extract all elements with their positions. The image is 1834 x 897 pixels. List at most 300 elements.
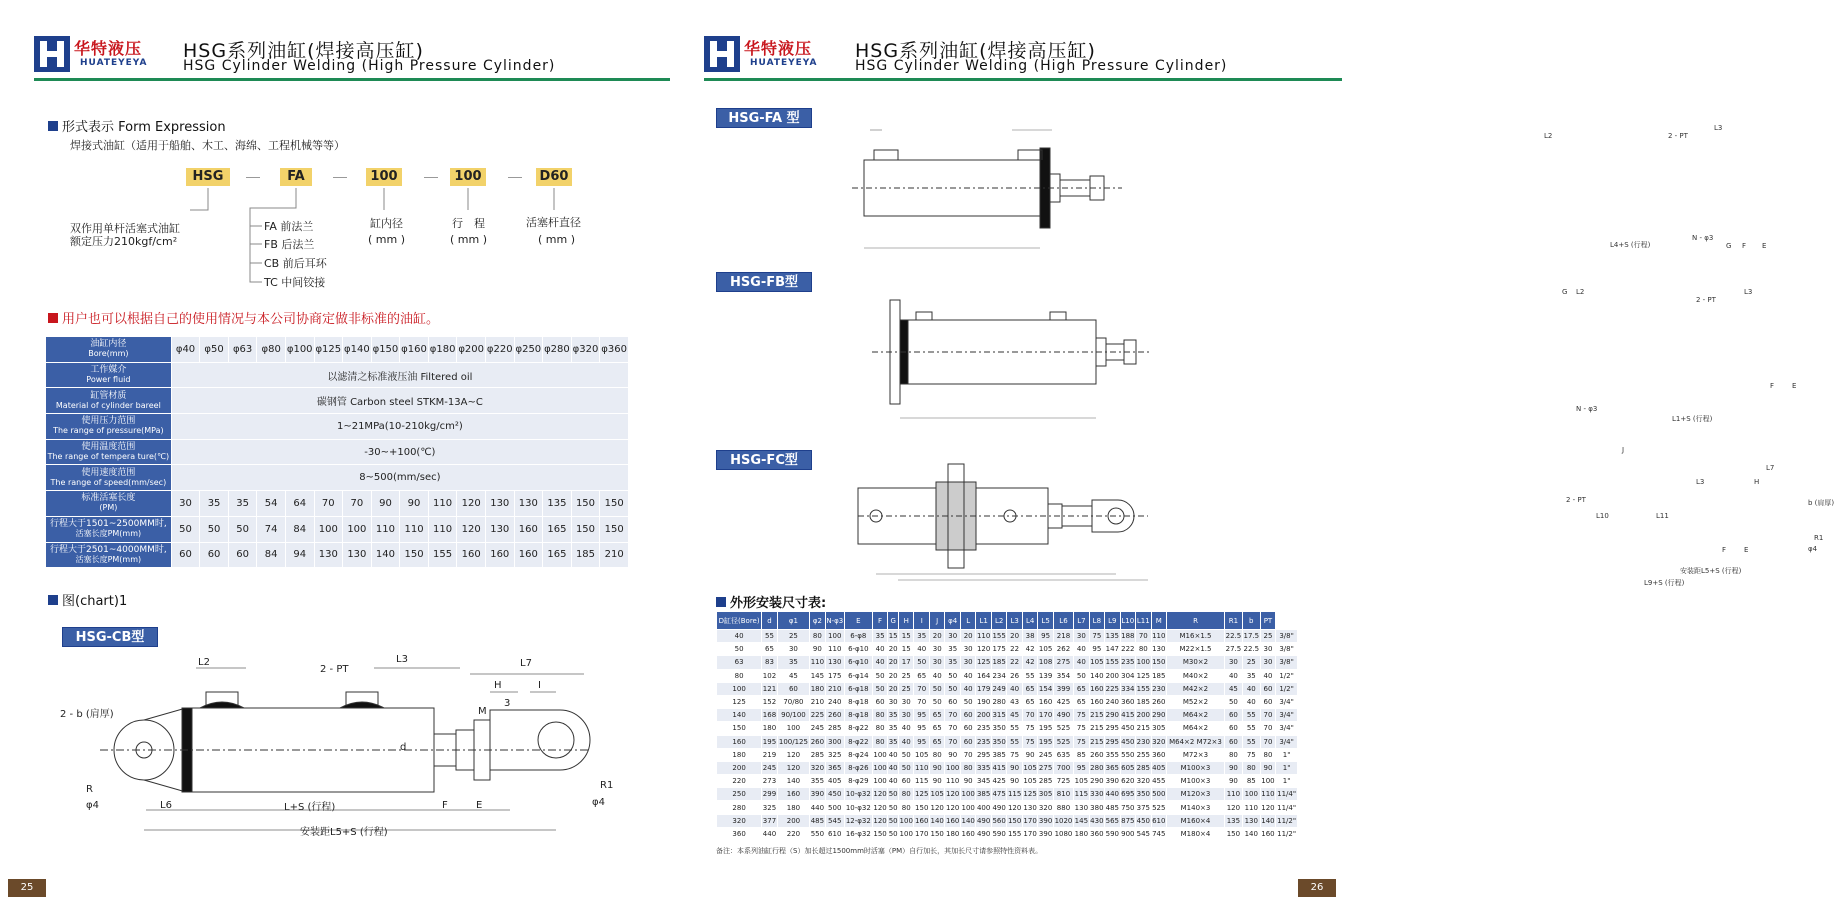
table-cell: 50	[888, 788, 899, 801]
table-cell: 249	[991, 682, 1006, 695]
table-cell: 80	[899, 801, 914, 814]
pm-cell: 150	[571, 491, 600, 517]
fb-label-e: E	[1792, 382, 1797, 390]
table-cell: 160	[1089, 682, 1104, 695]
fb-label-pt: 2 - PT	[1696, 296, 1716, 304]
table-cell: 30	[1074, 630, 1089, 643]
table-row	[717, 630, 1298, 643]
table-cell: 525	[1151, 801, 1166, 814]
table-cell: 120	[872, 814, 887, 827]
table-cell: 3/8"	[1276, 656, 1298, 669]
pm-cell: 30	[171, 491, 200, 517]
table-cell: 430	[1089, 814, 1104, 827]
table-cell: 90	[810, 643, 825, 656]
table-row	[717, 801, 1298, 814]
stroke-unit: ( mm )	[450, 233, 488, 246]
table-cell: 160	[1260, 827, 1275, 840]
table-cell: 405	[825, 775, 844, 788]
table-cell: 80	[717, 669, 762, 682]
column-header: E	[844, 612, 872, 630]
pm-cell: 150	[400, 542, 429, 568]
table-cell: 234	[991, 669, 1006, 682]
pm-cell: 70	[343, 491, 372, 517]
column-header: R	[1167, 612, 1225, 630]
table-cell: 147	[1105, 643, 1120, 656]
table-cell: 390	[810, 788, 825, 801]
table-cell: 110	[914, 761, 929, 774]
table-cell: M64×2	[1167, 722, 1225, 735]
table-cell: 30	[929, 656, 944, 669]
table-cell: 285	[1136, 761, 1151, 774]
code-mount: FA	[280, 168, 312, 186]
table-cell: 3/8"	[1276, 630, 1298, 643]
table-cell: 55	[762, 630, 777, 643]
table-cell: 260	[825, 709, 844, 722]
table-cell: 210	[825, 682, 844, 695]
table-cell: 100	[899, 814, 914, 827]
table-cell: 100	[960, 801, 975, 814]
bore-cell: φ80	[257, 337, 286, 363]
fc-drawing	[858, 448, 1158, 588]
table-cell: 290	[1089, 775, 1104, 788]
bore-cell: φ160	[400, 337, 429, 363]
column-header: D缸径(Bore)	[717, 612, 762, 630]
table-cell: 100	[899, 827, 914, 840]
table-row	[717, 788, 1298, 801]
left-page	[0, 0, 672, 897]
fa-label-n: N - φ3	[1692, 234, 1714, 242]
table-cell: 500	[825, 801, 844, 814]
table-cell: 590	[991, 827, 1006, 840]
table-cell: 85	[1242, 775, 1260, 788]
table-cell: 30	[899, 709, 914, 722]
table-cell: 8-φ22	[844, 735, 872, 748]
table-cell: 405	[1151, 761, 1166, 774]
table-cell: 65	[929, 722, 944, 735]
table-cell: 60	[1224, 709, 1242, 722]
table-cell: 40	[914, 643, 929, 656]
table-cell: 85	[1074, 748, 1089, 761]
cb-label-ls: L+S (行程)	[284, 802, 336, 813]
table-row	[717, 735, 1298, 748]
table-cell: 50	[899, 748, 914, 761]
brand-en: HUATEYEYA	[750, 58, 818, 68]
table-cell: 365	[1105, 761, 1120, 774]
bore-unit: ( mm )	[368, 233, 406, 246]
fc-label-phi4: φ4	[1808, 545, 1818, 553]
table-cell: 160	[914, 814, 929, 827]
table-cell: 485	[810, 814, 825, 827]
table-cell: 50	[945, 682, 960, 695]
form-desc: 焊接式油缸（适用于船舶、木工、海绵、工程机械等等）	[70, 139, 345, 152]
table-cell: 185	[991, 656, 1006, 669]
table-cell: 450	[1120, 735, 1135, 748]
table-cell: 42	[1022, 656, 1037, 669]
table-cell: 385	[976, 788, 991, 801]
table-cell: 440	[810, 801, 825, 814]
table-cell: 40	[1074, 643, 1089, 656]
table-cell: 150	[1151, 656, 1166, 669]
bore-cell: φ150	[371, 337, 400, 363]
pm-cell: 165	[543, 542, 572, 568]
table-cell: 285	[825, 722, 844, 735]
brand-en: HUATEYEYA	[80, 58, 148, 68]
table-cell: 354	[1053, 669, 1073, 682]
table-cell: 40	[717, 630, 762, 643]
column-header: J	[929, 612, 944, 630]
table-cell: 75	[1089, 630, 1104, 643]
mount-fa: FA 前法兰	[264, 220, 314, 233]
table-cell: 590	[1105, 827, 1120, 840]
table-cell: 610	[1151, 814, 1166, 827]
table-row	[717, 748, 1298, 761]
table-cell: 200	[1105, 669, 1120, 682]
table-cell: 190	[976, 695, 991, 708]
stroke-label: 行 程	[452, 217, 485, 230]
table-cell: 100	[777, 722, 809, 735]
table-cell: M100×3	[1167, 775, 1225, 788]
table-cell: 150	[929, 827, 944, 840]
table-cell: 545	[1136, 827, 1151, 840]
table-cell: 240	[825, 695, 844, 708]
table-cell: 150	[914, 801, 929, 814]
table-cell: 222	[1120, 643, 1135, 656]
pm-cell: 150	[571, 516, 600, 542]
table-cell: 25	[899, 682, 914, 695]
bore-label: 缸内径	[370, 217, 403, 230]
table-cell: M52×2	[1167, 695, 1225, 708]
table-cell: 545	[825, 814, 844, 827]
table-cell: 105	[1074, 775, 1089, 788]
table-cell: 335	[976, 761, 991, 774]
table-cell: 35	[945, 656, 960, 669]
table-cell: 60	[960, 709, 975, 722]
pm-cell: 110	[428, 516, 457, 542]
table-cell: 160	[960, 827, 975, 840]
table-cell: 55	[1007, 722, 1022, 735]
table-cell: 55	[1022, 669, 1037, 682]
table-cell: 8-φ18	[844, 709, 872, 722]
table-cell: 188	[1120, 630, 1135, 643]
table-cell: 140	[777, 775, 809, 788]
page-subtitle: HSG Cylinder Welding (High Pressure Cylinder)	[855, 58, 1228, 74]
table-cell: 179	[976, 682, 991, 695]
cb-model-tag: HSG-CB型	[62, 627, 158, 647]
table-cell: 42	[1022, 643, 1037, 656]
table-row	[717, 814, 1298, 827]
pm-cell: 130	[343, 542, 372, 568]
table-cell: 180	[777, 801, 809, 814]
table-cell: 120	[929, 801, 944, 814]
table-cell: 500	[1151, 788, 1166, 801]
table-cell: 285	[810, 748, 825, 761]
table-cell: 168	[762, 709, 777, 722]
table-cell: 65	[929, 709, 944, 722]
table-cell: 10-φ32	[844, 788, 872, 801]
table-cell: 235	[976, 722, 991, 735]
table-cell: M72×3	[1167, 748, 1225, 761]
table-cell: 20	[888, 643, 899, 656]
table-cell: 70	[1260, 735, 1275, 748]
table-header-row	[717, 612, 1298, 630]
table-cell: 170	[914, 827, 929, 840]
table-cell: 152	[762, 695, 777, 708]
table-cell: 230	[1151, 682, 1166, 695]
pm-cell: 130	[485, 516, 514, 542]
table-cell: 125	[1022, 788, 1037, 801]
fc-label-h: H	[1754, 478, 1760, 486]
table-cell: 130	[1151, 643, 1166, 656]
column-header: d	[762, 612, 777, 630]
cb-label-l2: L2	[198, 657, 210, 668]
fc-label-mount: 安装距L5+S (行程)	[1680, 567, 1742, 575]
table-cell: 200	[1136, 709, 1151, 722]
table-cell: 70	[960, 748, 975, 761]
table-cell: 280	[1089, 761, 1104, 774]
table-row	[717, 643, 1298, 656]
fc-label-len: L9+S (行程)	[1644, 579, 1685, 587]
pm-cell: 150	[600, 491, 629, 517]
form-label-type: 双作用单杆活塞式油缸	[70, 222, 180, 235]
table-cell: M120×3	[1167, 788, 1225, 801]
pm-cell: 50	[171, 516, 200, 542]
table-cell: 40	[872, 656, 887, 669]
pm-cell: 100	[343, 516, 372, 542]
table-cell: 450	[1120, 722, 1135, 735]
table-cell: 40	[872, 643, 887, 656]
table-cell: 200	[976, 709, 991, 722]
table-cell: 390	[1105, 775, 1120, 788]
table-cell: 160	[1038, 695, 1053, 708]
table-cell: 10-φ32	[844, 801, 872, 814]
table-cell: 65	[1074, 695, 1089, 708]
table-row	[717, 656, 1298, 669]
table-cell: 380	[1089, 801, 1104, 814]
table-cell: 3/4"	[1276, 722, 1298, 735]
table-cell: 145	[1074, 814, 1089, 827]
table-cell: 90	[1007, 761, 1022, 774]
pm-cell: 160	[514, 516, 543, 542]
header-rule	[704, 78, 1342, 81]
table-cell: 25	[777, 630, 809, 643]
table-cell: 65	[1022, 695, 1037, 708]
table-cell: 60	[945, 695, 960, 708]
table-cell: 80	[1242, 761, 1260, 774]
table-cell: 219	[762, 748, 777, 761]
table-row	[46, 337, 629, 363]
table-cell: 35	[777, 656, 809, 669]
pm-cell: 64	[285, 491, 314, 517]
code-series: HSG	[186, 168, 230, 186]
table-cell: 330	[1089, 788, 1104, 801]
table-cell: 305	[1151, 722, 1166, 735]
table-cell: 95	[1038, 630, 1053, 643]
table-cell: 75	[1022, 722, 1037, 735]
column-header: b	[1242, 612, 1260, 630]
table-cell: 38	[1022, 630, 1037, 643]
table-cell: 50	[945, 669, 960, 682]
bore-cell: φ140	[343, 337, 372, 363]
table-cell: 55	[1242, 735, 1260, 748]
pm-cell: 130	[514, 491, 543, 517]
table-cell: 180	[762, 722, 777, 735]
table-cell: 220	[777, 827, 809, 840]
cb-label-l3: L3	[396, 654, 408, 665]
table-row: 行程大于2501~4000MM时, 活塞长度PM(mm) 60 60 60 84 94 130 130 140 150 155 160 160 160 165 185 210	[46, 542, 629, 568]
table-cell: 80	[899, 788, 914, 801]
table-cell: 215	[1089, 735, 1104, 748]
table-cell: 185	[1136, 695, 1151, 708]
table-cell: 22.5	[1224, 630, 1242, 643]
bore-cell: φ50	[200, 337, 229, 363]
table-cell: 70	[1022, 709, 1037, 722]
table-row: 行程大于1501~2500MM时, 活塞长度PM(mm) 50 50 50 74 84 100 100 110 110 110 120 130 160 165 150 150	[46, 516, 629, 542]
table-cell: 20	[929, 630, 944, 643]
table-cell: 11/4"	[1276, 801, 1298, 814]
table-row: 工作媒介 Power fluid 以滤清之标准液压油 Filtered oil	[46, 362, 629, 388]
column-header: M	[1151, 612, 1166, 630]
table-cell: 90	[945, 748, 960, 761]
table-cell: 6-φ8	[844, 630, 872, 643]
table-cell: 55	[1007, 735, 1022, 748]
table-cell: 385	[991, 748, 1006, 761]
table-cell: 485	[1105, 801, 1120, 814]
table-cell: 60	[1224, 722, 1242, 735]
table-cell: 125	[976, 656, 991, 669]
table-cell: 130	[825, 656, 844, 669]
table-row: 使用压力范围 The range of pressure(MPa) 1~21MPa(10-210kg/cm²)	[46, 414, 629, 440]
table-cell: 375	[1136, 801, 1151, 814]
bore-cell: φ40	[171, 337, 200, 363]
table-cell: 60	[1260, 695, 1275, 708]
table-cell: 610	[825, 827, 844, 840]
pm-cell: 185	[571, 542, 600, 568]
table-cell: 105	[1038, 643, 1053, 656]
table-cell: 200	[717, 761, 762, 774]
table-cell: 105	[914, 748, 929, 761]
table-cell: 450	[825, 788, 844, 801]
table-cell: 304	[1120, 669, 1135, 682]
table-cell: 100	[825, 630, 844, 643]
table-cell: 26	[1007, 669, 1022, 682]
table-cell: 100/125	[777, 735, 809, 748]
table-cell: 50	[888, 801, 899, 814]
fc-label-f: F	[1722, 546, 1727, 554]
fa-label-len: L4+S (行程)	[1610, 241, 1651, 249]
fa-label-l2: L2	[1544, 132, 1553, 140]
table-cell: 50	[888, 814, 899, 827]
table-cell: 100	[960, 788, 975, 801]
table-cell: 390	[1038, 827, 1053, 840]
table-cell: 115	[1007, 788, 1022, 801]
table-cell: 35	[1242, 669, 1260, 682]
table-cell: 377	[762, 814, 777, 827]
table-cell: 120	[1224, 801, 1242, 814]
table-cell: 80	[960, 761, 975, 774]
fc-label-l10: L10	[1596, 512, 1609, 520]
table-cell: 105	[1022, 761, 1037, 774]
table-cell: 50	[888, 827, 899, 840]
table-cell: 1/2"	[1276, 682, 1298, 695]
table-cell: 550	[810, 827, 825, 840]
table-row	[717, 695, 1298, 708]
pm-cell: 210	[600, 542, 629, 568]
pm-cell: 60	[228, 542, 257, 568]
table-cell: 30	[1224, 656, 1242, 669]
table-cell: 12-φ32	[844, 814, 872, 827]
table-cell: 525	[1053, 735, 1073, 748]
table-row: 标准活塞长度 (PM) 30 35 35 54 64 70 70 90 90 110 120 130 130 135 150 150	[46, 491, 629, 517]
table-cell: M64×2	[1167, 709, 1225, 722]
table-cell: 140	[1242, 827, 1260, 840]
table-cell: 139	[1038, 669, 1053, 682]
table-cell: 80	[810, 630, 825, 643]
column-header: L4	[1022, 612, 1037, 630]
column-header: L11	[1136, 612, 1151, 630]
table-cell: 295	[976, 748, 991, 761]
table-cell: 155	[1007, 827, 1022, 840]
table-cell: 140	[929, 814, 944, 827]
column-header: L	[960, 612, 975, 630]
table-cell: 65	[929, 735, 944, 748]
table-cell: 70	[1260, 709, 1275, 722]
table-cell: 415	[991, 761, 1006, 774]
cb-label-mount: 安装距L5+S (行程)	[300, 827, 388, 838]
table-cell: 400	[976, 801, 991, 814]
table-cell: 60	[872, 695, 887, 708]
cb-label-f: F	[442, 800, 448, 811]
table-cell: 80	[1260, 748, 1275, 761]
table-cell: 140	[1089, 669, 1104, 682]
table-cell: 50	[899, 761, 914, 774]
column-header: H	[899, 612, 914, 630]
table-cell: 560	[991, 814, 1006, 827]
table-cell: 75	[1242, 748, 1260, 761]
table-cell: 20	[960, 630, 975, 643]
table-cell: 70	[945, 735, 960, 748]
table-cell: 3/4"	[1276, 735, 1298, 748]
table-cell: 30	[899, 695, 914, 708]
cb-label-phi4r: φ4	[592, 797, 605, 808]
table-cell: 130	[1242, 814, 1260, 827]
table-cell: 90	[1224, 761, 1242, 774]
column-header: F	[872, 612, 887, 630]
table-cell: 399	[1053, 682, 1073, 695]
table-cell: 355	[1105, 748, 1120, 761]
fa-label-pt: 2 - PT	[1668, 132, 1688, 140]
table-row: 使用速度范围 The range of speed(mm/sec) 8~500(mm/sec)	[46, 465, 629, 491]
pm-cell: 155	[428, 542, 457, 568]
table-cell: 300	[825, 735, 844, 748]
table-cell: 450	[1136, 814, 1151, 827]
table-cell: 60	[960, 722, 975, 735]
bore-cell: φ320	[571, 337, 600, 363]
table-cell: 745	[1151, 827, 1166, 840]
table-cell: 95	[914, 709, 929, 722]
table-cell: 50	[960, 695, 975, 708]
table-cell: 8-φ24	[844, 748, 872, 761]
fc-label-l11: L11	[1656, 512, 1669, 520]
spec-value: -30~+100(℃)	[171, 439, 628, 465]
table-row	[717, 669, 1298, 682]
table-cell: 35	[945, 643, 960, 656]
table-cell: 45	[777, 669, 809, 682]
table-cell: 80	[1136, 643, 1151, 656]
table-cell: 60	[777, 682, 809, 695]
table-cell: 11/2"	[1276, 827, 1298, 840]
table-cell: 350	[1136, 788, 1151, 801]
table-cell: 60	[960, 735, 975, 748]
